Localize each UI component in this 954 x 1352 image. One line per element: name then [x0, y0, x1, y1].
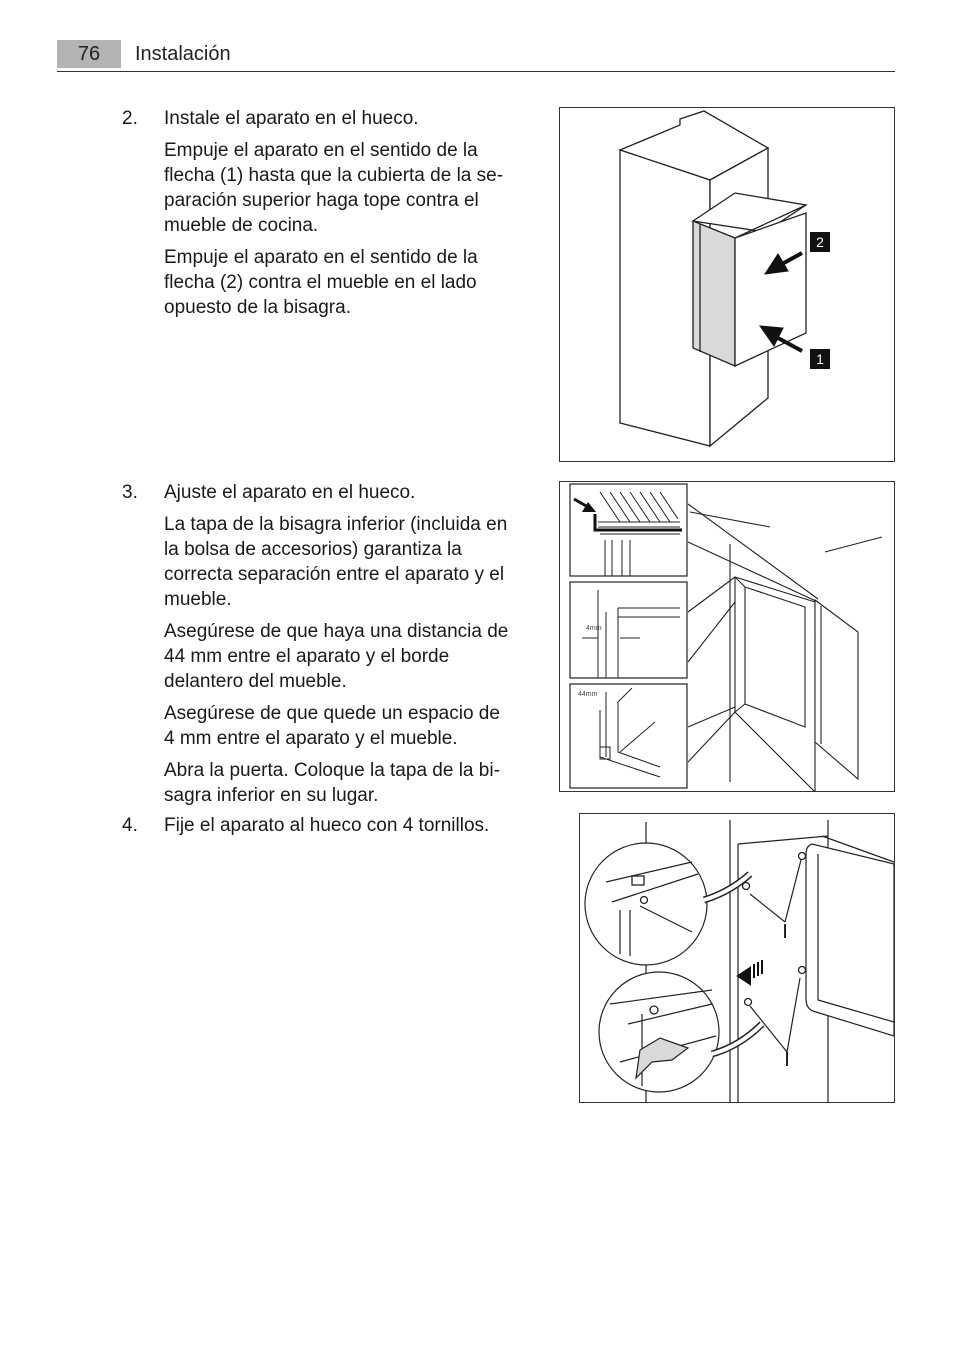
figure-alignment	[559, 481, 895, 792]
inset-top-cover	[570, 484, 687, 576]
inset-4mm-gap	[570, 582, 687, 678]
page-number: 76	[57, 40, 121, 68]
screws-illustration	[580, 814, 894, 1102]
arrow-label-2: 2	[816, 234, 824, 250]
page-header	[57, 40, 895, 72]
figure-install-cabinet	[559, 107, 895, 462]
step-3	[122, 480, 512, 815]
step-text: Ajuste el aparato en el hueco.	[164, 482, 416, 503]
section-title: Instalación	[135, 43, 231, 65]
dim-44mm-label: 44mm	[578, 691, 598, 698]
cabinet-illustration	[560, 108, 894, 461]
step-text: Asegúrese de que haya una distancia de 44 mm entre el aparato y el borde delantero del mueble.	[164, 621, 509, 692]
step-text: Abra la puerta. Coloque la tapa de la bisagra inferior en su lugar.	[164, 760, 500, 806]
dim-4mm-label: 4mm	[586, 625, 602, 632]
step-4	[122, 813, 512, 845]
step-text: Empuje el aparato en el sentido de la flecha (2) contra el mueble en el lado opuesto de la bisagra.	[164, 247, 478, 318]
step-text: Instale el aparato en el hueco.	[164, 108, 419, 129]
step-number: 2.	[122, 108, 138, 129]
alignment-illustration	[560, 482, 894, 791]
step-text: Empuje el aparato en el sentido de la flecha (1) hasta que la cubierta de la separación superior haga tope contra el mueble de cocina.	[164, 140, 504, 236]
inset-44mm-distance	[570, 684, 687, 788]
step-number: 4.	[122, 815, 138, 836]
step-text: Asegúrese de que quede un espacio de 4 mm entre el aparato y el mueble.	[164, 703, 500, 749]
step-text: La tapa de la bisagra inferior (incluida en la bolsa de accesorios) garantiza la correcta separación entre el aparato y el mueble.	[164, 514, 508, 610]
step-number: 3.	[122, 482, 138, 503]
step-text: Fije el aparato al hueco con 4 tornillos.	[164, 815, 490, 836]
screw-callout-top: I	[782, 921, 788, 943]
figure-screws	[579, 813, 895, 1103]
screw-callout-bottom: I	[784, 1049, 790, 1071]
step-2	[122, 106, 512, 327]
arrow-label-1: 1	[816, 351, 824, 367]
